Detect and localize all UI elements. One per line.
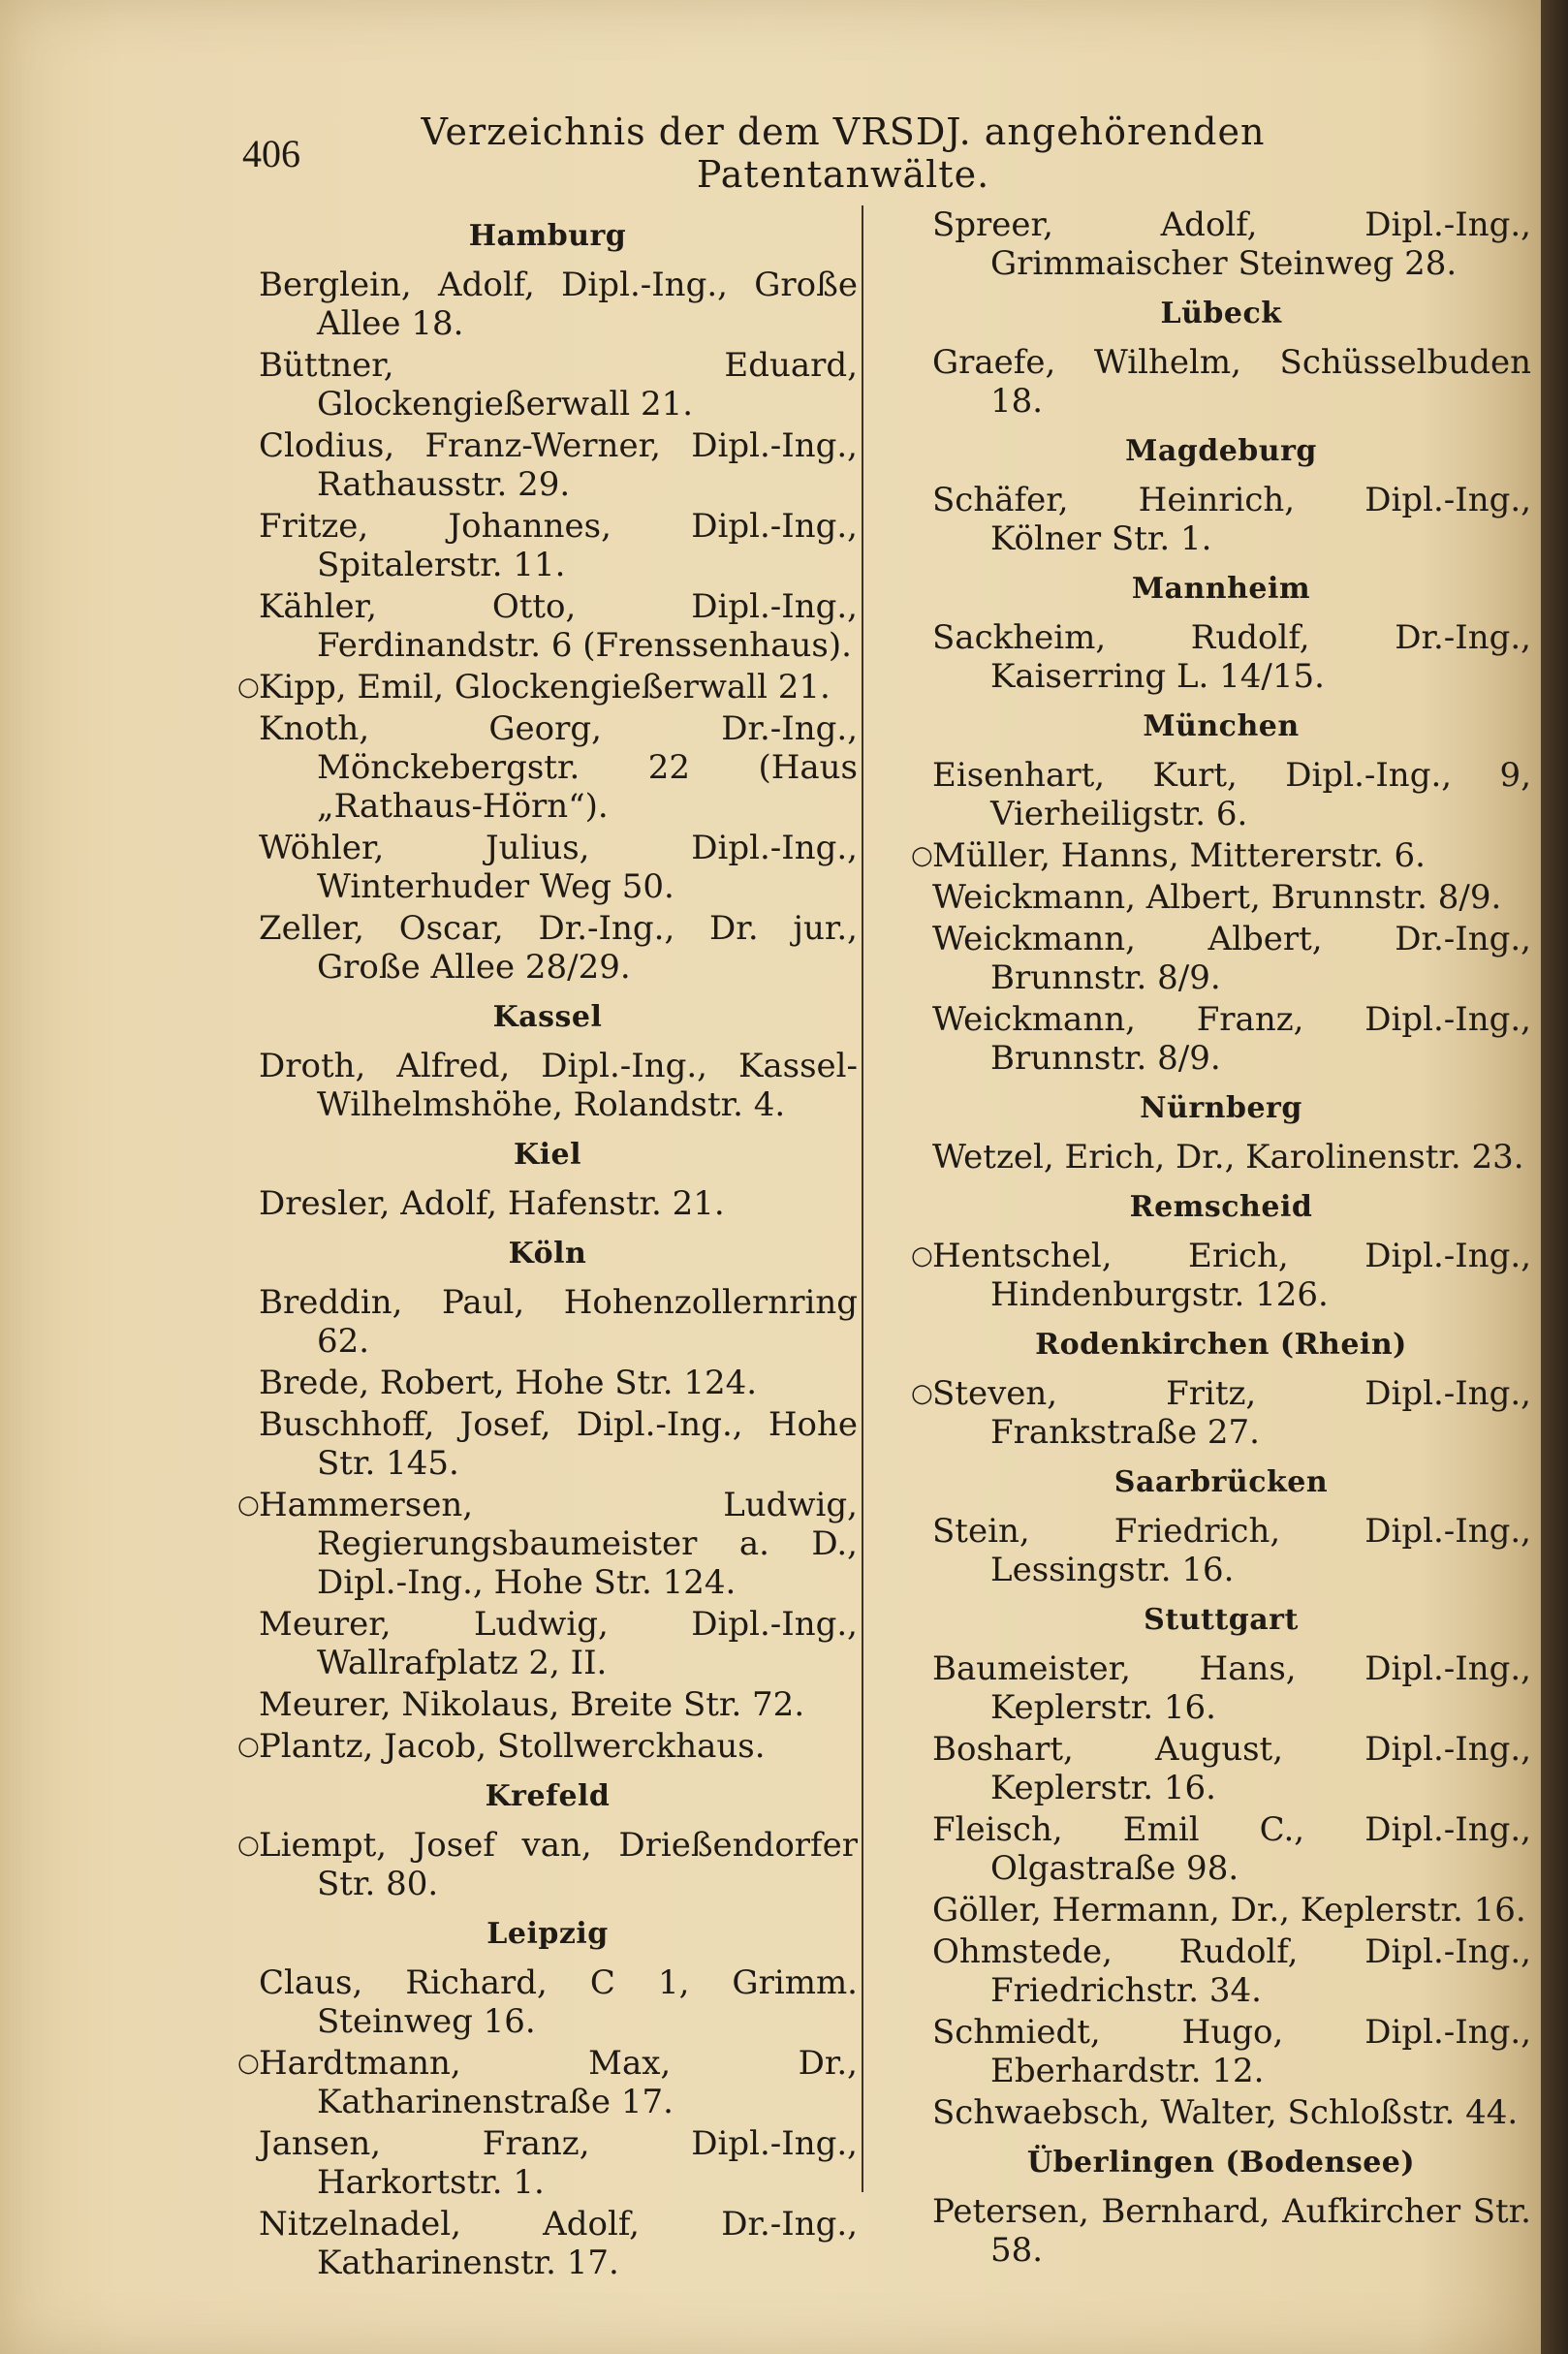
- directory-entry: [911, 878, 1531, 917]
- member-circle-marker: ○: [911, 1241, 933, 1271]
- city-heading: Lübeck: [1160, 297, 1282, 330]
- directory-entry: [237, 426, 858, 504]
- member-circle-marker: ○: [237, 1491, 260, 1520]
- entry-text: Baumeister, Hans, Dipl.-Ing., Keplerstr. 16.: [932, 1649, 1531, 1727]
- entry-text: Hammersen, Ludwig, Regierungsbaumeister a. D., Dipl.-Ing., Hohe Str. 124.: [259, 1486, 858, 1602]
- directory-entry: [911, 2192, 1531, 2270]
- directory-entry: [237, 709, 858, 826]
- entry-text: Breddin, Paul, Hohenzollernring 62.: [259, 1283, 858, 1361]
- entry-text: Sackheim, Rudolf, Dr.-Ing., Kaiserring L. 14/15.: [932, 618, 1531, 696]
- directory-entry: [237, 346, 858, 424]
- directory-entry: [911, 1374, 1531, 1452]
- directory-entry: [237, 2044, 858, 2121]
- city-heading: Remscheid: [1129, 1190, 1313, 1224]
- directory-entry: [911, 1000, 1531, 1078]
- member-circle-marker: ○: [237, 673, 260, 702]
- directory-entry: [237, 266, 858, 343]
- entry-text: Fleisch, Emil C., Dipl.-Ing., Olgastraße 98.: [932, 1810, 1531, 1888]
- directory-entry: [911, 836, 1531, 875]
- directory-entry: [237, 2205, 858, 2282]
- city-heading: Leipzig: [486, 1917, 609, 1951]
- directory-entry: [237, 1405, 858, 1483]
- directory-entry: [237, 1047, 858, 1124]
- column-divider: [862, 205, 863, 2192]
- page-header: [242, 110, 1347, 196]
- city-heading: Stuttgart: [1144, 1603, 1299, 1637]
- city-heading: Köln: [508, 1237, 587, 1271]
- entry-text: Hardtmann, Max, Dr., Katharinenstraße 17.: [259, 2044, 858, 2121]
- city-heading: Überlingen (Bodensee): [1026, 2146, 1416, 2180]
- entry-text: Göller, Hermann, Dr., Keplerstr. 16.: [932, 1891, 1526, 1930]
- directory-entry: [911, 1237, 1531, 1314]
- entry-text: Ohmstede, Rudolf, Dipl.-Ing., Friedrichstr. 34.: [932, 1932, 1531, 2010]
- entry-text: Schäfer, Heinrich, Dipl.-Ing., Kölner Str. 1.: [932, 481, 1531, 558]
- entry-text: Plantz, Jacob, Stollwerckhaus.: [259, 1727, 766, 1766]
- entry-text: Dresler, Adolf, Hafenstr. 21.: [259, 1184, 725, 1223]
- entry-text: Jansen, Franz, Dipl.-Ing., Harkortstr. 1.: [259, 2124, 858, 2202]
- directory-entry: [237, 909, 858, 987]
- entry-text: Petersen, Bernhard, Aufkircher Str. 58.: [932, 2192, 1531, 2270]
- directory-entry: [237, 587, 858, 665]
- city-heading: Kiel: [514, 1138, 581, 1172]
- entry-text: Claus, Richard, C 1, Grimm. Steinweg 16.: [259, 1963, 858, 2041]
- entry-text: Zeller, Oscar, Dr.-Ing., Dr. jur., Große Allee 28/29.: [259, 909, 858, 987]
- running-title: Verzeichnis der dem VRSDJ. angehörenden Patentanwälte.: [421, 110, 1266, 196]
- left-column: [237, 205, 858, 2285]
- entry-text: Graefe, Wilhelm, Schüsselbuden 18.: [932, 343, 1531, 421]
- directory-entry: [237, 829, 858, 906]
- entry-text: Brede, Robert, Hohe Str. 124.: [259, 1364, 758, 1402]
- entry-text: Wöhler, Julius, Dipl.-Ing., Winterhuder Weg 50.: [259, 829, 858, 906]
- directory-entry: [237, 1685, 858, 1724]
- directory-entry: [911, 481, 1531, 558]
- entry-text: Clodius, Franz-Werner, Dipl.-Ing., Rathausstr. 29.: [259, 426, 858, 504]
- entry-text: Weickmann, Franz, Dipl.-Ing., Brunnstr. 8/9.: [932, 1000, 1531, 1078]
- city-heading: Rodenkirchen (Rhein): [1035, 1328, 1407, 1362]
- entry-text: Boshart, August, Dipl.-Ing., Keplerstr. 16.: [932, 1730, 1531, 1807]
- entry-text: Berglein, Adolf, Dipl.-Ing., Große Allee 18.: [259, 266, 858, 343]
- directory-entry: [237, 2124, 858, 2202]
- directory-entry: [911, 1891, 1531, 1930]
- entry-text: Steven, Fritz, Dipl.-Ing., Frankstraße 27.: [932, 1374, 1531, 1452]
- directory-entry: [237, 507, 858, 584]
- page-number: 406: [242, 131, 300, 175]
- entry-text: Stein, Friedrich, Dipl.-Ing., Lessingstr. 16.: [932, 1512, 1531, 1589]
- directory-entry: [237, 1486, 858, 1602]
- entry-text: Hentschel, Erich, Dipl.-Ing., Hindenburgstr. 126.: [932, 1237, 1531, 1314]
- entry-text: Kipp, Emil, Glockengießerwall 21.: [259, 668, 831, 706]
- directory-entry: [237, 1605, 858, 1682]
- entry-text: Weickmann, Albert, Brunnstr. 8/9.: [932, 878, 1502, 917]
- directory-entry: [237, 1963, 858, 2041]
- directory-entry: [911, 343, 1531, 421]
- directory-entry: [911, 2013, 1531, 2090]
- directory-entry: [911, 618, 1531, 696]
- entry-text: Weickmann, Albert, Dr.-Ing., Brunnstr. 8/9.: [932, 920, 1531, 997]
- entry-text: Schwaebsch, Walter, Schloßstr. 44.: [932, 2093, 1519, 2132]
- entry-text: Schmiedt, Hugo, Dipl.-Ing., Eberhardstr. 12.: [932, 2013, 1531, 2090]
- directory-entry: [911, 1138, 1531, 1177]
- directory-entry: [237, 1727, 858, 1766]
- entry-text: Büttner, Eduard, Glockengießerwall 21.: [259, 346, 858, 424]
- city-heading: Hamburg: [468, 219, 627, 253]
- entry-text: Knoth, Georg, Dr.-Ing., Mönckebergstr. 22 (Haus „Rathaus-Hörn“).: [259, 709, 858, 826]
- entry-text: Wetzel, Erich, Dr., Karolinenstr. 23.: [932, 1138, 1524, 1177]
- entry-text: Meurer, Nikolaus, Breite Str. 72.: [259, 1685, 805, 1724]
- city-heading: Nürnberg: [1140, 1091, 1302, 1125]
- member-circle-marker: ○: [237, 1831, 260, 1860]
- member-circle-marker: ○: [911, 841, 933, 870]
- directory-entry: [911, 205, 1531, 283]
- directory-entry: [911, 1932, 1531, 2010]
- entry-text: Müller, Hanns, Mittererstr. 6.: [932, 836, 1426, 875]
- member-circle-marker: ○: [237, 2049, 260, 2078]
- directory-entry: [911, 1730, 1531, 1807]
- directory-entry: [911, 2093, 1531, 2132]
- entry-text: Buschhoff, Josef, Dipl.-Ing., Hohe Str. 145.: [259, 1405, 858, 1483]
- directory-entry: [911, 1649, 1531, 1727]
- directory-entry: [237, 668, 858, 706]
- directory-entry: [911, 756, 1531, 833]
- page-edge: [1541, 0, 1568, 2354]
- city-heading: Magdeburg: [1125, 434, 1317, 468]
- member-circle-marker: ○: [237, 1732, 260, 1761]
- directory-entry: [237, 1283, 858, 1361]
- city-heading: München: [1143, 709, 1300, 743]
- entry-text: Meurer, Ludwig, Dipl.-Ing., Wallrafplatz 2, II.: [259, 1605, 858, 1682]
- directory-entry: [911, 1810, 1531, 1888]
- city-heading: Saarbrücken: [1113, 1465, 1329, 1499]
- directory-entry: [911, 1512, 1531, 1589]
- entry-text: Droth, Alfred, Dipl.-Ing., Kassel-Wilhelmshöhe, Rolandstr. 4.: [259, 1047, 858, 1124]
- entry-text: Kähler, Otto, Dipl.-Ing., Ferdinandstr. 6 (Frenssenhaus).: [259, 587, 858, 665]
- right-column: [911, 205, 1531, 2273]
- entry-text: Eisenhart, Kurt, Dipl.-Ing., 9, Vierheiligstr. 6.: [932, 756, 1531, 833]
- member-circle-marker: ○: [911, 1379, 933, 1408]
- entry-text: Liempt, Josef van, Drießendorfer Str. 80.: [259, 1826, 858, 1903]
- directory-entry: [237, 1826, 858, 1903]
- directory-entry: [911, 920, 1531, 997]
- entry-text: Fritze, Johannes, Dipl.-Ing., Spitalerstr. 11.: [259, 507, 858, 584]
- entry-text: Nitzelnadel, Adolf, Dr.-Ing., Katharinenstr. 17.: [259, 2205, 858, 2282]
- directory-entry: [237, 1184, 858, 1223]
- city-heading: Mannheim: [1131, 572, 1311, 606]
- entry-text: Spreer, Adolf, Dipl.-Ing., Grimmaischer Steinweg 28.: [932, 205, 1531, 283]
- directory-entry: [237, 1364, 858, 1402]
- city-heading: Krefeld: [485, 1779, 611, 1813]
- city-heading: Kassel: [492, 1000, 603, 1034]
